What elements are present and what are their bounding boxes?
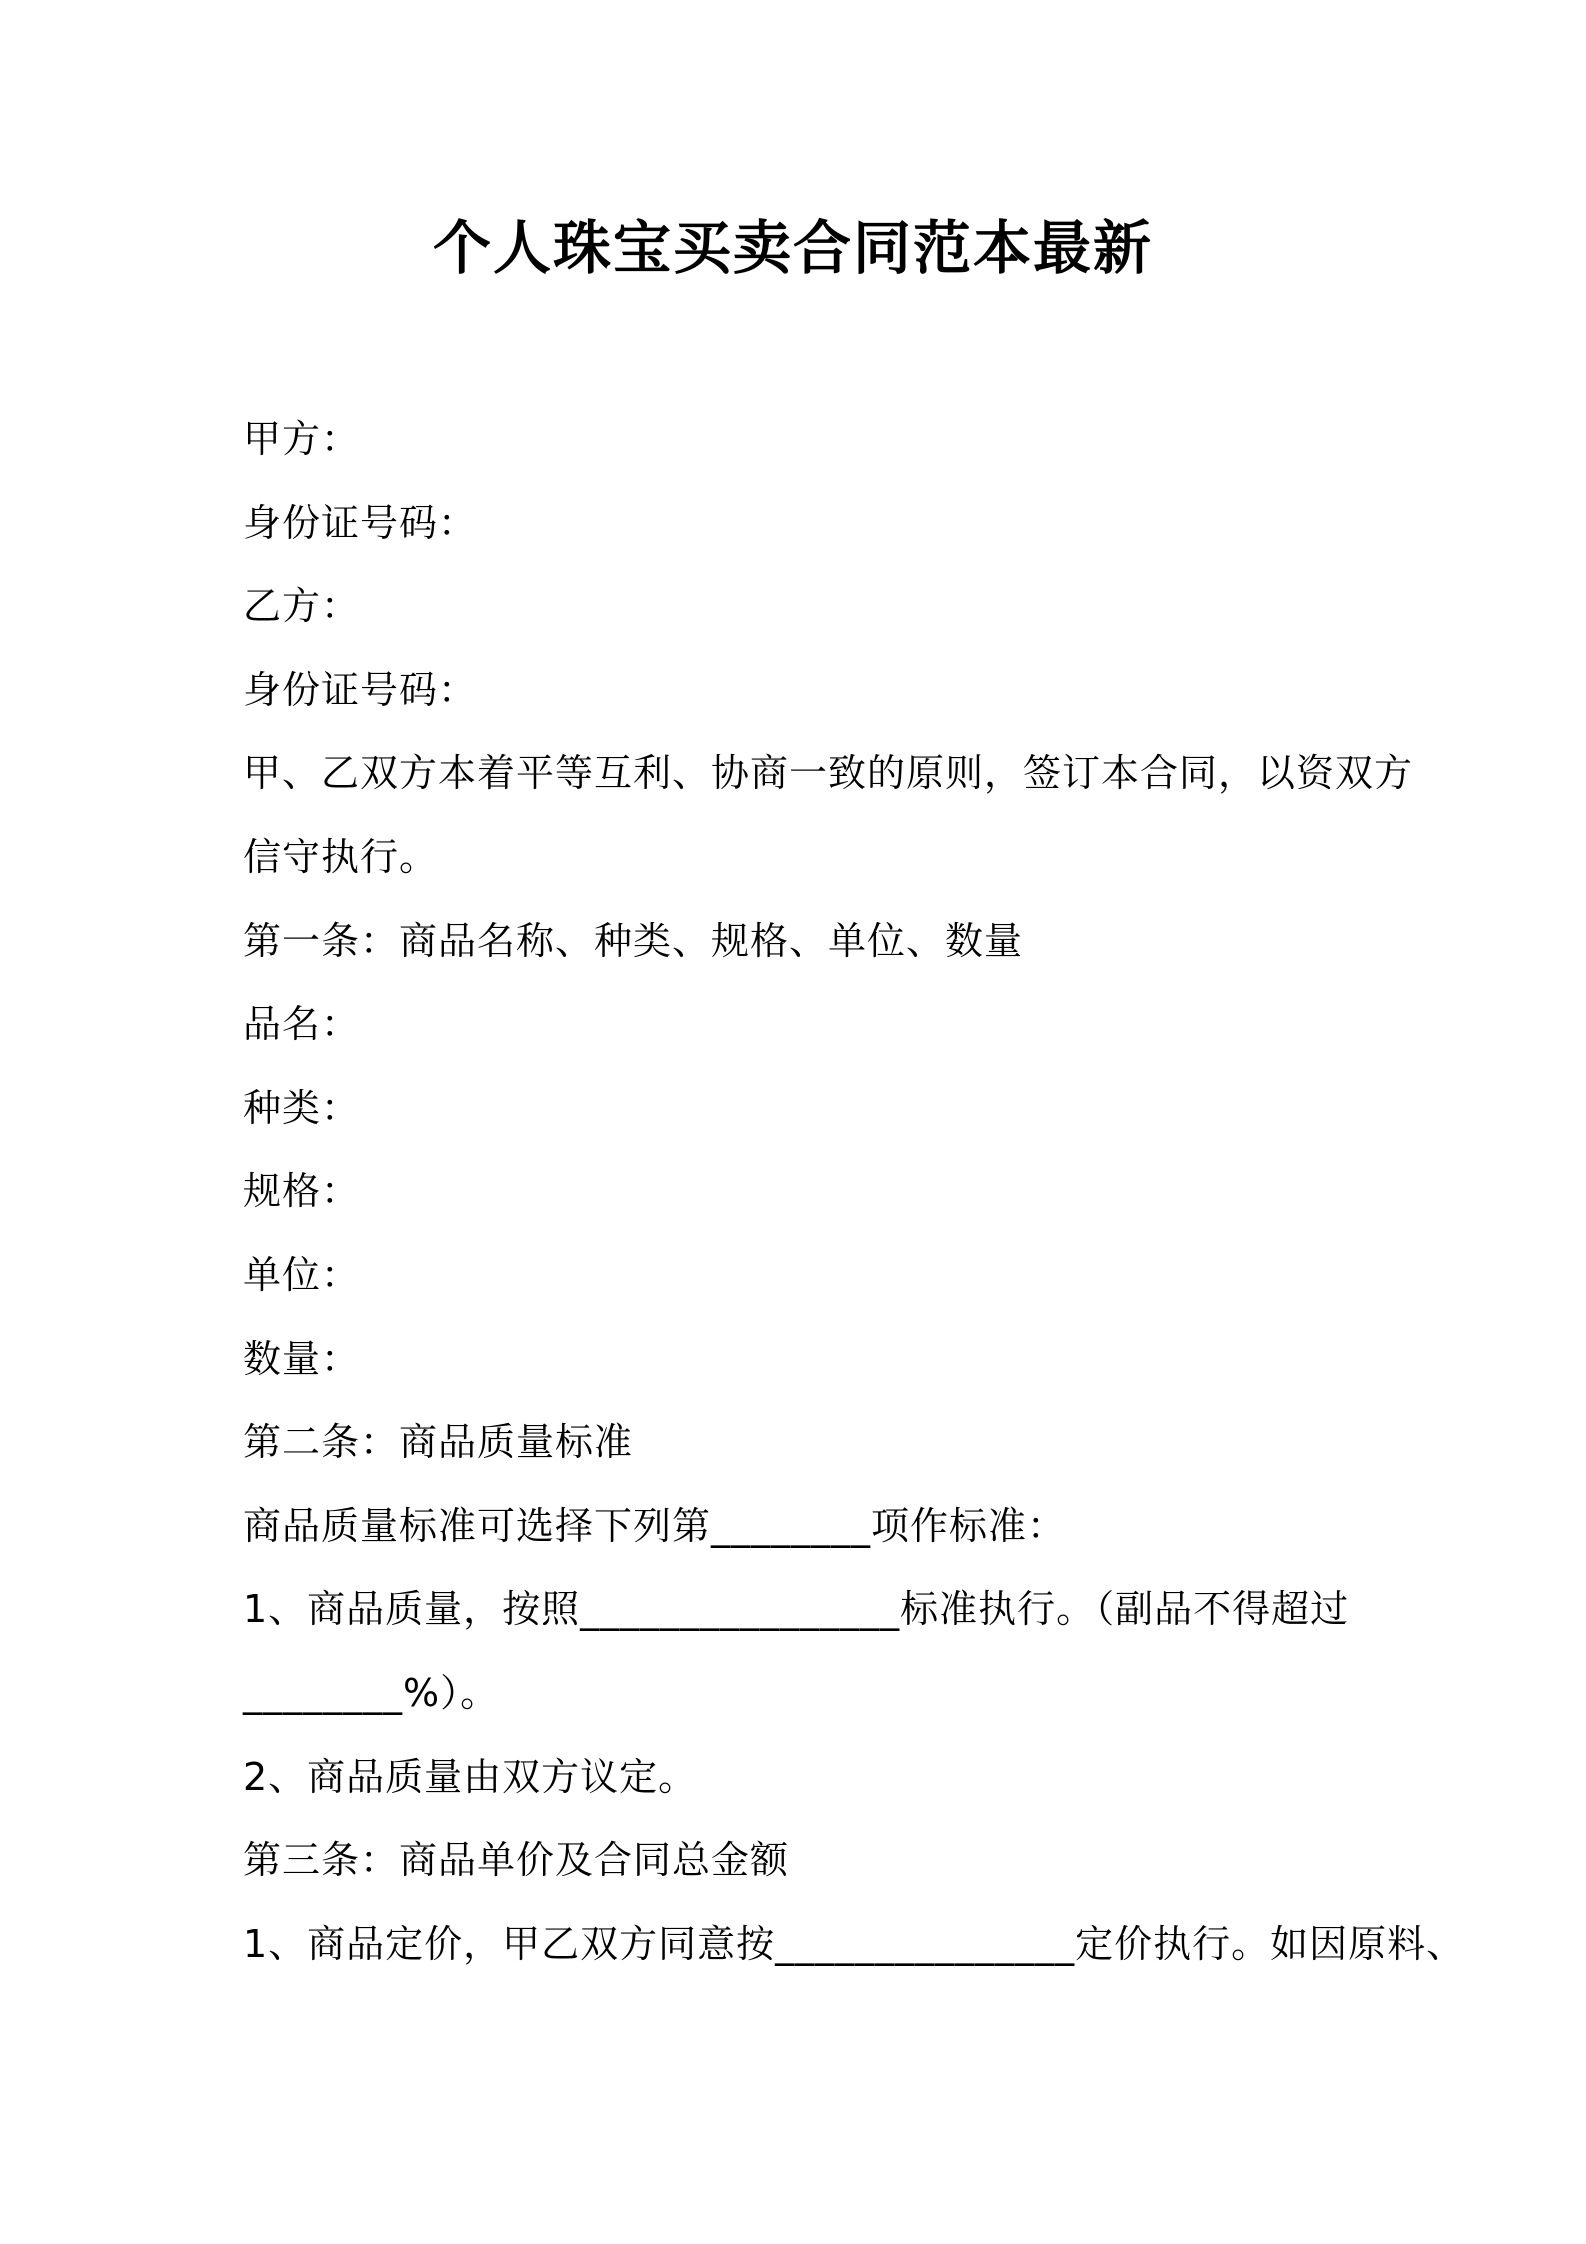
quality-clause-2: 2、商品质量由双方议定。 [243, 1754, 698, 1799]
item-spec-label: 规格： [243, 1169, 361, 1214]
party-b-id-label: 身份证号码： [243, 667, 478, 712]
party-a-id-label: 身份证号码： [243, 500, 478, 545]
item-quantity-label: 数量： [243, 1336, 361, 1381]
quality-standard-line: 商品质量标准可选择下列第________项作标准： [243, 1503, 1067, 1548]
item-name-label: 品名： [243, 1002, 361, 1047]
party-b-label: 乙方： [243, 584, 361, 629]
preamble-line-2: 信守执行。 [243, 834, 439, 879]
article-2-heading: 第二条：商品质量标准 [243, 1420, 634, 1465]
item-unit-label: 单位： [243, 1252, 361, 1297]
preamble-line-1: 甲、乙双方本着平等互利、协商一致的原则，签订本合同，以资双方 [243, 751, 1414, 796]
article-1-heading: 第一条：商品名称、种类、规格、单位、数量 [243, 918, 1024, 963]
article-3-heading: 第三条：商品单价及合同总金额 [243, 1838, 790, 1883]
price-clause-1: 1、商品定价，甲乙双方同意按_______________定价执行。如因原料、 [243, 1921, 1466, 1966]
quality-clause-1-line-2: ________%）。 [243, 1670, 500, 1715]
document-title: 个人珠宝买卖合同范本最新 [432, 214, 1153, 282]
quality-clause-1-line-1: 1、商品质量，按照________________标准执行。（副品不得超过 [243, 1587, 1350, 1632]
item-type-label: 种类： [243, 1085, 361, 1130]
document-body [243, 398, 1466, 1986]
party-a-label: 甲方： [243, 417, 361, 461]
